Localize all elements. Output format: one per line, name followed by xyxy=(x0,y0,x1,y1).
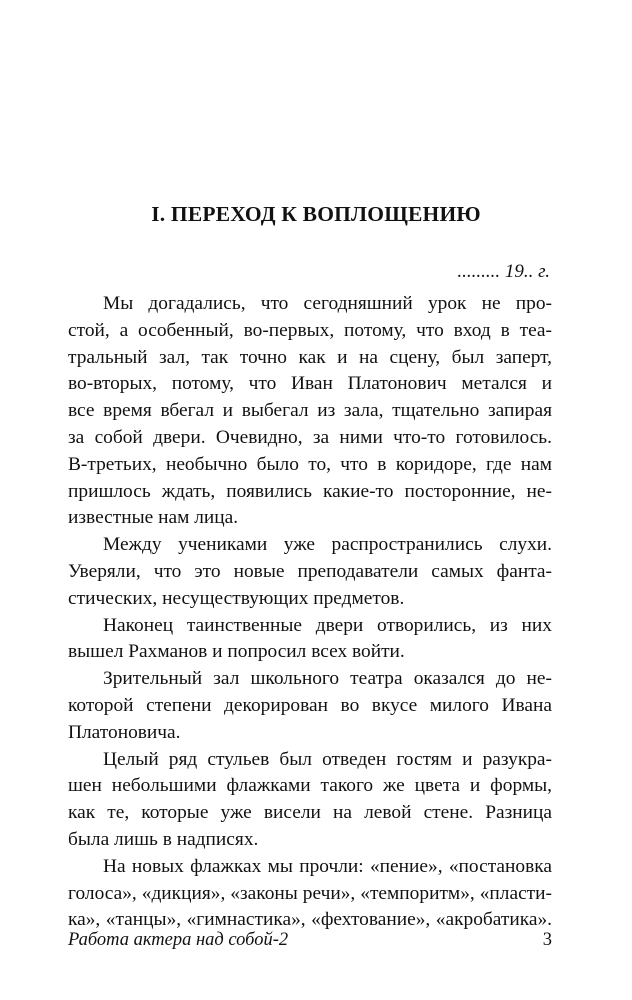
text-line: как те, которые уже висели на левой стене. Разница xyxy=(68,802,552,824)
chapter-title: I. ПЕРЕХОД К ВОПЛОЩЕНИЮ xyxy=(151,202,481,226)
text-line: пришлось ждать, появились какие-то посторонние, не- xyxy=(68,480,552,502)
page-number: 3 xyxy=(542,930,552,950)
chapter-dateline: ......... 19.. г. xyxy=(457,261,550,282)
text-line: Зрительный зал школьного театра оказался до не- xyxy=(103,668,552,690)
text-line: известные нам лица. xyxy=(68,507,239,529)
text-line: На новых флажках мы прочли: «пение», «постановка xyxy=(103,855,552,877)
text-line: все время вбегал и выбегал из зала, тщательно запирая xyxy=(68,400,552,422)
text-line: за собой двери. Очевидно, за ними что-то готовилось. xyxy=(68,426,552,448)
body-text xyxy=(68,291,552,934)
text-line: во-вторых, потому, что Иван Платонович метался и xyxy=(68,373,552,395)
text-line: ка», «танцы», «гимнастика», «фехтование», «акробатика». xyxy=(68,909,552,931)
running-footer-title: Работа актера над собой-2 xyxy=(68,930,289,950)
text-line: Мы догадались, что сегодняшний урок не про- xyxy=(103,293,552,314)
text-line: Уверяли, что это новые преподаватели самых фанта- xyxy=(68,560,552,582)
text-line: Платоновича. xyxy=(68,721,181,743)
text-line: вышел Рахманов и попросил всех войти. xyxy=(68,641,405,663)
text-line: стой, а особенный, во-первых, потому, что вход в теа- xyxy=(68,319,552,341)
text-line: была лишь в надписях. xyxy=(68,828,259,850)
text-line: стических, несуществующих предметов. xyxy=(68,587,405,609)
text-line: Наконец таинственные двери отворились, из них xyxy=(103,614,552,636)
text-line: которой степени декорирован во вкусе милого Ивана xyxy=(68,694,552,716)
text-line: шен небольшими флажками такого же цвета и формы, xyxy=(68,775,552,797)
text-line: голоса», «дикция», «законы речи», «темпоритм», «пласти- xyxy=(68,882,552,904)
text-line: Между учениками уже распространились слухи. xyxy=(103,534,552,556)
text-line: Целый ряд стульев был отведен гостям и разукра- xyxy=(103,748,552,770)
text-line: тральный зал, так точно как и на сцену, был заперт, xyxy=(68,346,552,368)
text-line: В-третьих, необычно было то, что в коридоре, где нам xyxy=(68,453,552,475)
